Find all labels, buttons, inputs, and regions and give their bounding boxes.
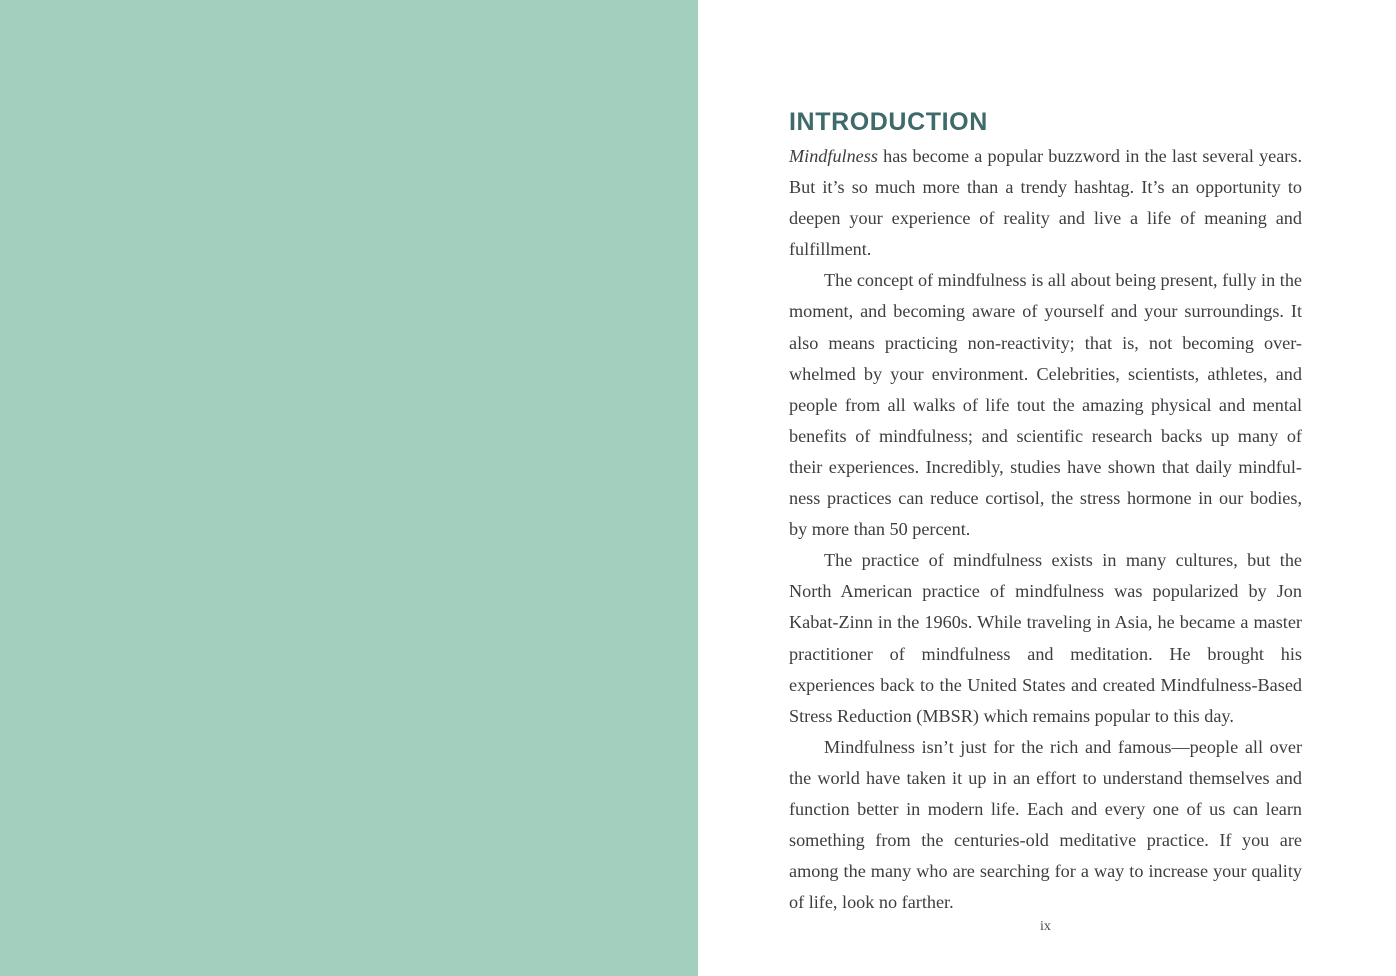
right-page: [698, 0, 1396, 976]
paragraph-3: The practice of mindfulness exists in many cultures, but the North American practice of mindfulness was popularized by Jon Kabat-Zinn in the 1960s. While traveling in Asia, he became a master practitioner of mindfulness and meditation. He brought his experiences back to the United States and created Mindfulness-Based Stress Reduction (MBSR) which remains popular to this day.: [789, 550, 1302, 726]
paragraph-1-italic-lead: Mindfulness: [789, 146, 878, 166]
page-number: ix: [1040, 919, 1051, 934]
paragraph-4: Mindfulness isn’t just for the rich and famous—people all over the world have taken it up in an effort to understand themselves and function better in modern life. Each and every one of us can learn something from the centuries-old meditative practice. If you are among the many who are searching for a way to increase your quality of life, look no farther.: [789, 736, 1302, 913]
paragraph-1: [789, 141, 1302, 265]
paragraph-1-text: has become a popular buzzword in the last several years. But it’s so much more than a trendy hashtag. It’s an opportunity to deepen your experience of reality and live a life of meaning and fulfillment.: [789, 146, 1302, 260]
body-text: [789, 141, 1302, 918]
chapter-heading: INTRODUCTION: [789, 108, 988, 136]
paragraph-2: The concept of mindfulness is all about being present, fully in the moment, and becoming aware of yourself and your surroundings. It also means practicing non-reactivity; that is, not becoming over-whelmed by your environment. Celebrities, scientists, athletes, and people from all walks of life tout the amazing physical and mental benefits of mindfulness; and scientific research backs up many of their experiences. Incredibly, studies have shown that daily mindful-ness practices can reduce cortisol, the stress hormone in our bodies, by more than 50 percent.: [789, 270, 1302, 540]
